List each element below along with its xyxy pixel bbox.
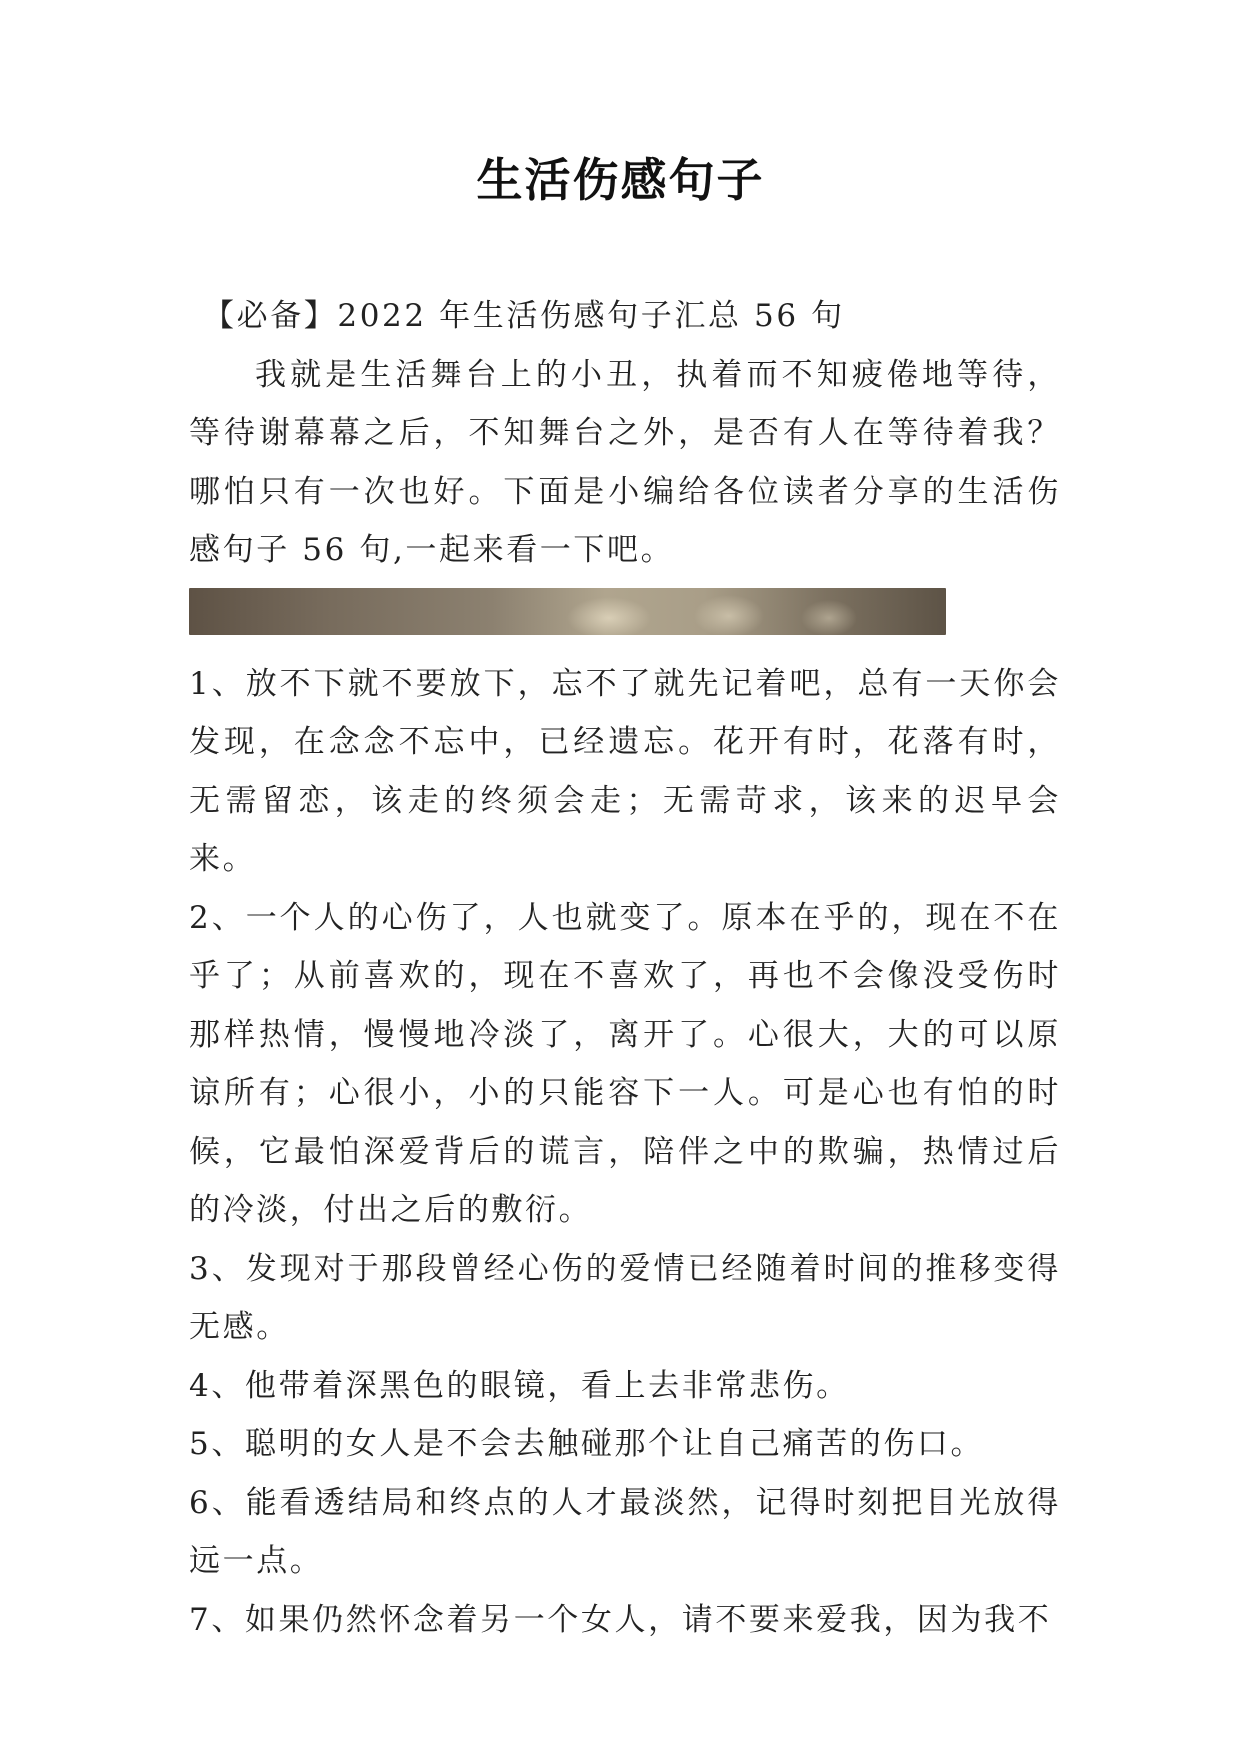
list-item: 5、聪明的女人是不会去触碰那个让自己痛苦的伤口。 [189,1426,985,1462]
document-body [189,287,1061,1649]
document-title: 生活伤感句子 [476,153,765,207]
list-item: 6、能看透结局和终点的人才最淡然，记得时刻把目光放得远一点。 [189,1484,1061,1579]
list-item: 2、一个人的心伤了，人也就变了。原本在乎的，现在不在乎了；从前喜欢的，现在不喜欢了，再也不会像没受伤时那样热情，慢慢地冷淡了，离开了。心很大，大的可以原谅所有；心很小，小的只能容下一人。可是心也有怕的时候，它最怕深爱背后的谎言，陪伴之中的欺骗，热情过后的冷淡，付出之后的敷衍。 [189,899,1061,1228]
list-item: 3、发现对于那段曾经心伤的爱情已经随着时间的推移变得无感。 [189,1250,1061,1345]
list-item: 7、如果仍然怀念着另一个女人，请不要来爱我，因为我不 [189,1601,1052,1638]
intro-paragraph: 我就是生活舞台上的小丑，执着而不知疲倦地等待，等待谢幕幕之后，不知舞台之外，是否有人在等待着我？哪怕只有一次也好。下面是小编给各位读者分享的生活伤感句子 56 句,一起来看一下吧。 [189,356,1061,568]
list-item: 1、放不下就不要放下，忘不了就先记着吧，总有一天你会发现，在念念不忘中，已经遗忘。花开有时，花落有时，无需留恋，该走的终须会走；无需苛求，该来的迟早会来。 [189,665,1061,877]
list-item: 4、他带着深黑色的眼镜，看上去非常悲伤。 [189,1367,850,1404]
article-heading: 【必备】2022 年生活伤感句子汇总 56 句 [203,298,845,334]
banner-image [189,588,946,635]
